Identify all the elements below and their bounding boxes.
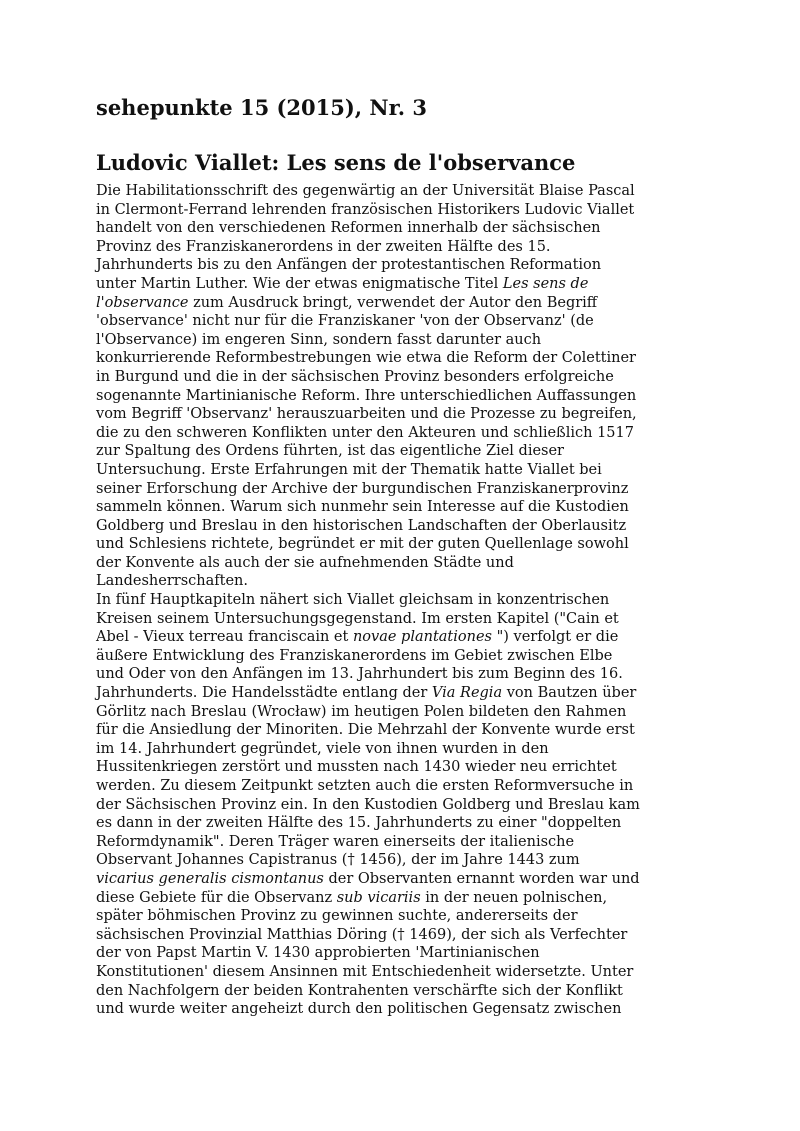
text-line	[96, 294, 696, 313]
text-line	[96, 982, 696, 1001]
text-line	[96, 647, 696, 666]
text-segment: sammeln können. Warum sich nunmehr sein Interesse auf die Kustodien	[96, 499, 629, 516]
text-line	[96, 610, 696, 629]
text-segment: Konstitutionen' diesem Ansinnen mit Entschiedenheit widersetzte. Unter	[96, 963, 634, 980]
text-line	[96, 219, 696, 238]
text-segment: für die Ansiedlung der Minoriten. Die Mehrzahl der Konvente wurde erst	[96, 722, 635, 739]
text-line	[96, 665, 696, 684]
text-segment: Provinz des Franziskanerordens in der zweiten Hälfte des 15.	[96, 238, 551, 255]
text-line	[96, 870, 696, 889]
text-segment: und Oder von den Anfängen im 13. Jahrhundert bis zum Beginn des 16.	[96, 666, 623, 683]
text-line	[96, 442, 696, 461]
text-segment: unter Martin Luther. Wie der etwas enigmatische Titel	[96, 275, 503, 292]
text-line	[96, 907, 696, 926]
text-line	[96, 889, 696, 908]
text-segment: Jahrhunderts bis zu den Anfängen der protestantischen Reformation	[96, 257, 602, 274]
text-line	[96, 368, 696, 387]
text-segment: Landesherrschaften.	[96, 573, 248, 590]
text-segment: Untersuchung. Erste Erfahrungen mit der Thematik hatte Viallet bei	[96, 461, 602, 478]
text-line	[96, 387, 696, 406]
text-segment: der von Papst Martin V. 1430 approbierten 'Martinianischen	[96, 945, 540, 962]
text-line	[96, 628, 696, 647]
text-segment: von Bautzen über	[502, 685, 637, 702]
text-segment: in Burgund und die in der sächsischen Provinz besonders erfolgreiche	[96, 368, 614, 385]
text-line	[96, 331, 696, 350]
italic-text: vicarius generalis cismontanus	[96, 870, 324, 887]
text-segment: In fünf Hauptkapiteln nähert sich Viallet gleichsam in konzentrischen	[96, 592, 610, 609]
review-body-text	[96, 182, 696, 1019]
text-segment: seiner Erforschung der Archive der burgundischen Franziskanerprovinz	[96, 480, 629, 497]
text-segment: Hussitenkriegen zerstört und mussten nach 1430 wieder neu errichtet	[96, 759, 617, 776]
text-segment: sogenannte Martinianische Reform. Ihre unterschiedlichen Auffassungen	[96, 387, 637, 404]
text-line	[96, 461, 696, 480]
text-segment: werden. Zu diesem Zeitpunkt setzten auch die ersten Reformversuche in	[96, 778, 634, 794]
italic-text: l'observance	[96, 294, 189, 311]
text-line	[96, 405, 696, 424]
italic-text: sub vicariis	[336, 889, 421, 906]
text-line	[96, 480, 696, 499]
text-segment: und wurde weiter angeheizt durch den politischen Gegensatz zwischen	[96, 1001, 622, 1018]
text-segment: Kreisen seinem Untersuchungsgegenstand. Im ersten Kapitel ("Cain et	[96, 610, 619, 627]
text-segment: l'Observance) im engeren Sinn, sondern fasst darunter auch	[96, 331, 542, 348]
text-segment: später böhmischen Provinz zu gewinnen suchte, andererseits der	[96, 908, 578, 925]
italic-text: Les sens de	[502, 275, 589, 292]
text-line	[96, 926, 696, 945]
text-line	[96, 591, 696, 610]
text-segment: vom Begriff 'Observanz' herauszuarbeiten und die Prozesse zu begreifen,	[96, 406, 637, 423]
text-segment: Jahrhunderts. Die Handelsstädte entlang der	[96, 685, 432, 702]
text-segment: und Schlesiens richtete, begründet er mit der guten Quellenlage sowohl	[96, 536, 629, 553]
italic-text: novae plantationes	[352, 629, 492, 646]
text-line	[96, 424, 696, 443]
text-segment: der Konvente als auch der sie aufnehmenden Städte und	[96, 554, 514, 571]
text-segment: der Sächsischen Provinz ein. In den Kustodien Goldberg und Breslau kam	[96, 796, 640, 813]
text-line	[96, 703, 696, 722]
text-line	[96, 721, 696, 740]
text-line	[96, 944, 696, 963]
text-line	[96, 740, 696, 759]
text-segment: sächsischen Provinzial Matthias Döring († 1469), der sich als Verfechter	[96, 926, 628, 943]
text-segment: Observant Johannes Capistranus († 1456), der im Jahre 1443 zum	[96, 852, 580, 869]
text-line	[96, 349, 696, 368]
text-line	[96, 833, 696, 852]
text-line	[96, 201, 696, 220]
text-segment: den Nachfolgern der beiden Kontrahenten verschärfte sich der Konflikt	[96, 982, 623, 999]
text-segment: handelt von den verschiedenen Reformen innerhalb der sächsischen	[96, 220, 601, 237]
text-line	[96, 498, 696, 517]
text-segment: 'observance' nicht nur für die Franziskaner 'von der Observanz' (de	[96, 313, 594, 330]
text-segment: die zu den schweren Konflikten unter den Akteuren und schließlich 1517	[96, 424, 634, 441]
text-segment: Reformdynamik". Deren Träger waren einerseits der italienische	[96, 833, 575, 850]
text-segment: ") verfolgt er die	[491, 629, 619, 646]
text-line	[96, 275, 696, 294]
text-segment: äußere Entwicklung des Franziskanerordens im Gebiet zwischen Elbe	[96, 647, 613, 664]
text-segment: konkurrierende Reformbestrebungen wie etwa die Reform der Colettiner	[96, 350, 636, 367]
text-line	[96, 517, 696, 536]
text-segment: im 14. Jahrhundert gegründet, viele von ihnen wurden in den	[96, 740, 549, 757]
text-line	[96, 554, 696, 573]
text-segment: Die Habilitationsschrift des gegenwärtig an der Universität Blaise Pascal	[96, 183, 635, 199]
text-line	[96, 777, 696, 796]
text-segment: Goldberg und Breslau in den historischen Landschaften der Oberlausitz	[96, 517, 627, 534]
text-line	[96, 1000, 696, 1019]
text-line	[96, 182, 696, 201]
text-line	[96, 535, 696, 554]
text-line	[96, 963, 696, 982]
journal-reference: sehepunkte 15 (2015), Nr. 3	[96, 95, 427, 120]
text-segment: Abel - Vieux terreau franciscain et	[96, 629, 353, 646]
text-line	[96, 256, 696, 275]
text-segment: zur Spaltung des Ordens führten, ist das eigentliche Ziel dieser	[96, 443, 564, 460]
text-line	[96, 758, 696, 777]
text-segment: der Observanten ernannt worden war und	[323, 870, 640, 887]
text-line	[96, 312, 696, 331]
text-line	[96, 684, 696, 703]
text-segment: in der neuen polnischen,	[420, 889, 608, 906]
text-segment: zum Ausdruck bringt, verwendet der Autor den Begriff	[188, 294, 598, 311]
review-title: Ludovic Viallet: Les sens de l'observance	[96, 150, 576, 175]
text-line	[96, 796, 696, 815]
text-line	[96, 572, 696, 591]
text-segment: diese Gebiete für die Observanz	[96, 889, 337, 906]
text-line	[96, 851, 696, 870]
text-segment: Görlitz nach Breslau (Wrocław) im heutigen Polen bildeten den Rahmen	[96, 703, 627, 720]
text-segment: in Clermont-Ferrand lehrenden französischen Historikers Ludovic Viallet	[96, 201, 635, 218]
text-segment: es dann in der zweiten Hälfte des 15. Jahrhunderts zu einer "doppelten	[96, 815, 622, 832]
text-line	[96, 814, 696, 833]
italic-text: Via Regia	[431, 685, 503, 702]
text-line	[96, 238, 696, 257]
